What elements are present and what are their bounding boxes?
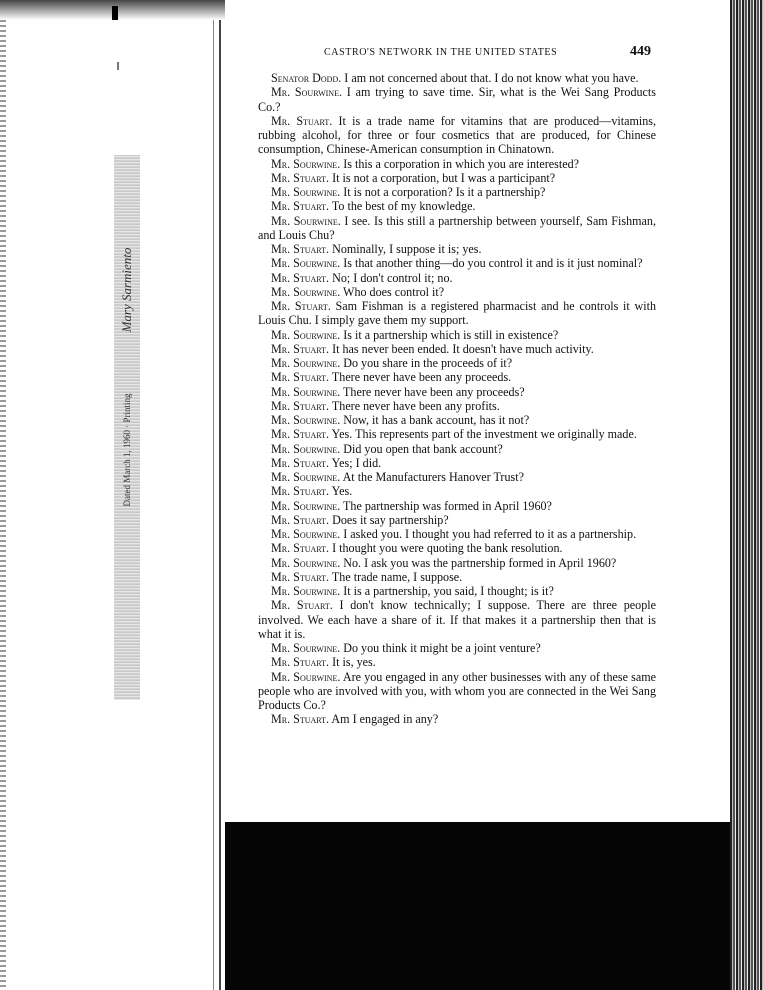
speaker-name: Mr. Stuart. [271, 569, 330, 584]
transcript-paragraph [258, 456, 656, 470]
page-number: 449 [630, 44, 651, 59]
speaker-name: Mr. Stuart. [271, 541, 330, 556]
speech-text: Do you share in the proceeds of it? [340, 356, 513, 370]
transcript-paragraph [258, 598, 656, 641]
speaker-name: Mr. Stuart. [271, 427, 330, 442]
speech-text: I am trying to save time. Sir, what is the Wei Sang Products Co.? [258, 85, 656, 114]
scan-left-edge [0, 20, 6, 990]
speaker-name: Mr. Sourwine. [271, 384, 341, 399]
speaker-name: Mr. Sourwine. [271, 256, 341, 271]
running-header: CASTRO'S NETWORK IN THE UNITED STATES [324, 47, 558, 58]
transcript-paragraph [258, 484, 656, 498]
transcript-paragraph [258, 513, 656, 527]
transcript-paragraph [258, 242, 656, 256]
speech-text: It is a partnership, you said, I thought; is it? [340, 584, 554, 598]
speaker-name: Mr. Sourwine. [271, 284, 341, 299]
speaker-name: Mr. Sourwine. [271, 441, 341, 456]
speech-text: There never have been any proceeds. [329, 370, 512, 385]
transcript-paragraph [258, 641, 656, 655]
transcript-paragraph [258, 299, 656, 328]
speech-text: It has never been ended. It doesn't have much activity. [329, 341, 594, 356]
speaker-name: Mr. Stuart. [271, 270, 330, 285]
speaker-name: Mr. Sourwine. [271, 185, 341, 199]
transcript-paragraph [258, 527, 656, 541]
transcript-paragraph [258, 256, 656, 270]
transcript-paragraph [258, 670, 656, 713]
transcript-paragraph [258, 499, 656, 513]
binding-line [219, 20, 221, 990]
speaker-name: Mr. Stuart. [271, 341, 330, 356]
speaker-name: Senator Dodd. [271, 71, 342, 85]
transcript-paragraph [258, 584, 656, 598]
transcript-paragraph [258, 342, 656, 356]
speech-text: I don't know technically; I suppose. There are three people involved. We each have a share of it. If that makes it a partnership then that is what it is. [258, 598, 656, 641]
speech-text: Are you engaged in any other businesses with any of these same people who are involved with you, with whom you are connected in the Wei Sang Products Co.? [258, 669, 656, 712]
speech-text: It is not a corporation, but I was a participant? [329, 170, 556, 185]
speaker-name: Mr. Sourwine. [271, 584, 341, 598]
binding-shadow [213, 20, 214, 990]
transcript-paragraph [258, 413, 656, 427]
transcript-paragraph [258, 71, 656, 85]
speech-text: I am not concerned about that. I do not know what you have. [341, 71, 639, 85]
speech-text: Who does control it? [340, 284, 445, 299]
speaker-name: Mr. Sourwine. [271, 669, 341, 684]
transcript-paragraph [258, 541, 656, 555]
speech-text: It is not a corporation? Is it a partnership? [340, 185, 546, 199]
speaker-name: Mr. Stuart. [271, 655, 330, 670]
transcript-paragraph [258, 570, 656, 584]
speech-text: Yes. This represents part of the investment we originally made. [329, 427, 637, 442]
scan-smudge [117, 62, 119, 70]
speech-text: The partnership was formed in April 1960? [340, 498, 552, 513]
speech-text: To the best of my knowledge. [329, 199, 476, 214]
transcript-paragraph [258, 442, 656, 456]
speech-text: I thought you were quoting the bank resolution. [329, 541, 563, 556]
speaker-name: Mr. Stuart. [271, 455, 330, 470]
speaker-name: Mr. Sourwine. [271, 85, 342, 100]
speech-text: Sam Fishman is a registered pharmacist and he controls it with Louis Chu. I simply gave them my support. [258, 299, 656, 328]
transcript-paragraph [258, 385, 656, 399]
speaker-name: Mr. Stuart. [271, 113, 333, 128]
speaker-name: Mr. Stuart. [271, 199, 330, 214]
speech-text: No. I ask you was the partnership formed in April 1960? [340, 555, 617, 570]
speech-text: Do you think it might be a joint venture? [340, 641, 541, 655]
speech-text: Yes. [329, 484, 353, 499]
speaker-name: Mr. Stuart. [271, 170, 330, 185]
speaker-name: Mr. Stuart. [271, 370, 330, 385]
transcript-paragraph [258, 171, 656, 185]
speech-text: At the Manufacturers Hanover Trust? [340, 470, 524, 484]
speech-text: There never have been any profits. [329, 398, 500, 413]
transcript-paragraph [258, 85, 656, 114]
speaker-name: Mr. Sourwine. [271, 327, 341, 342]
transcript-paragraph [258, 328, 656, 342]
stamp-printed-text: Dated March 1, 1960 · Printing [122, 393, 132, 507]
speech-text: Is that another thing—do you control it and is it just nominal? [340, 256, 643, 271]
speech-text: I see. Is this still a partnership between yourself, Sam Fishman, and Louis Chu? [258, 213, 656, 242]
speaker-name: Mr. Stuart. [271, 512, 330, 527]
transcript-paragraph [258, 185, 656, 199]
speech-text: Is this a corporation in which you are interested? [340, 156, 579, 171]
stamp-handwritten-signature: Mary Sarmiento [119, 247, 134, 333]
transcript-paragraph [258, 271, 656, 285]
speaker-name: Mr. Sourwine. [271, 356, 341, 370]
scan-right-edge [730, 0, 763, 990]
speech-text: There never have been any proceeds? [340, 384, 525, 399]
speaker-name: Mr. Sourwine. [271, 213, 341, 228]
transcript-paragraph [258, 470, 656, 484]
speech-text: I asked you. I thought you had referred to it as a partnership. [340, 527, 637, 541]
transcript-paragraph [258, 556, 656, 570]
speech-text: It is, yes. [329, 655, 376, 670]
scan-corner-mark [112, 6, 118, 20]
speaker-name: Mr. Stuart. [271, 299, 331, 313]
speech-text: Did you open that bank account? [340, 441, 503, 456]
transcript-paragraph [258, 655, 656, 669]
transcript-paragraph [258, 285, 656, 299]
transcript-paragraph [258, 427, 656, 441]
transcript-paragraph [258, 370, 656, 384]
speaker-name: Mr. Sourwine. [271, 498, 341, 513]
speech-text: Am I engaged in any? [329, 712, 439, 727]
speaker-name: Mr. Stuart. [271, 242, 330, 256]
speech-text: Now, it has a bank account, has it not? [340, 413, 530, 427]
transcript-paragraph [258, 356, 656, 370]
speaker-name: Mr. Sourwine. [271, 156, 341, 171]
transcript-paragraph [258, 157, 656, 171]
speaker-name: Mr. Stuart. [271, 598, 333, 613]
transcript-paragraph [258, 214, 656, 243]
speech-text: It is a trade name for vitamins that are produced—vitamins, rubbing alcohol, for three or four cosmetics that are produced, for Chinese consumption, Chinese-American consumption in Chinatown. [258, 113, 656, 157]
scan-dark-bottom [225, 822, 745, 990]
speech-text: Is it a partnership which is still in existence? [340, 327, 559, 342]
speaker-name: Mr. Stuart. [271, 484, 330, 499]
transcript-paragraph [258, 712, 656, 726]
transcript-paragraph [258, 399, 656, 413]
transcript-paragraph [258, 114, 656, 157]
speech-text: Does it say partnership? [329, 512, 449, 527]
transcript-paragraph [258, 199, 656, 213]
speech-text: Yes; I did. [329, 455, 382, 470]
speaker-name: Mr. Sourwine. [271, 470, 341, 484]
speaker-name: Mr. Sourwine. [271, 527, 341, 541]
transcript-body [258, 71, 656, 727]
speech-text: No; I don't control it; no. [329, 270, 453, 285]
speaker-name: Mr. Sourwine. [271, 555, 341, 570]
speaker-name: Mr. Stuart. [271, 712, 330, 727]
speaker-name: Mr. Sourwine. [271, 641, 341, 655]
speech-text: The trade name, I suppose. [329, 569, 463, 584]
speech-text: Nominally, I suppose it is; yes. [329, 242, 482, 256]
speaker-name: Mr. Sourwine. [271, 413, 341, 427]
speaker-name: Mr. Stuart. [271, 398, 330, 413]
